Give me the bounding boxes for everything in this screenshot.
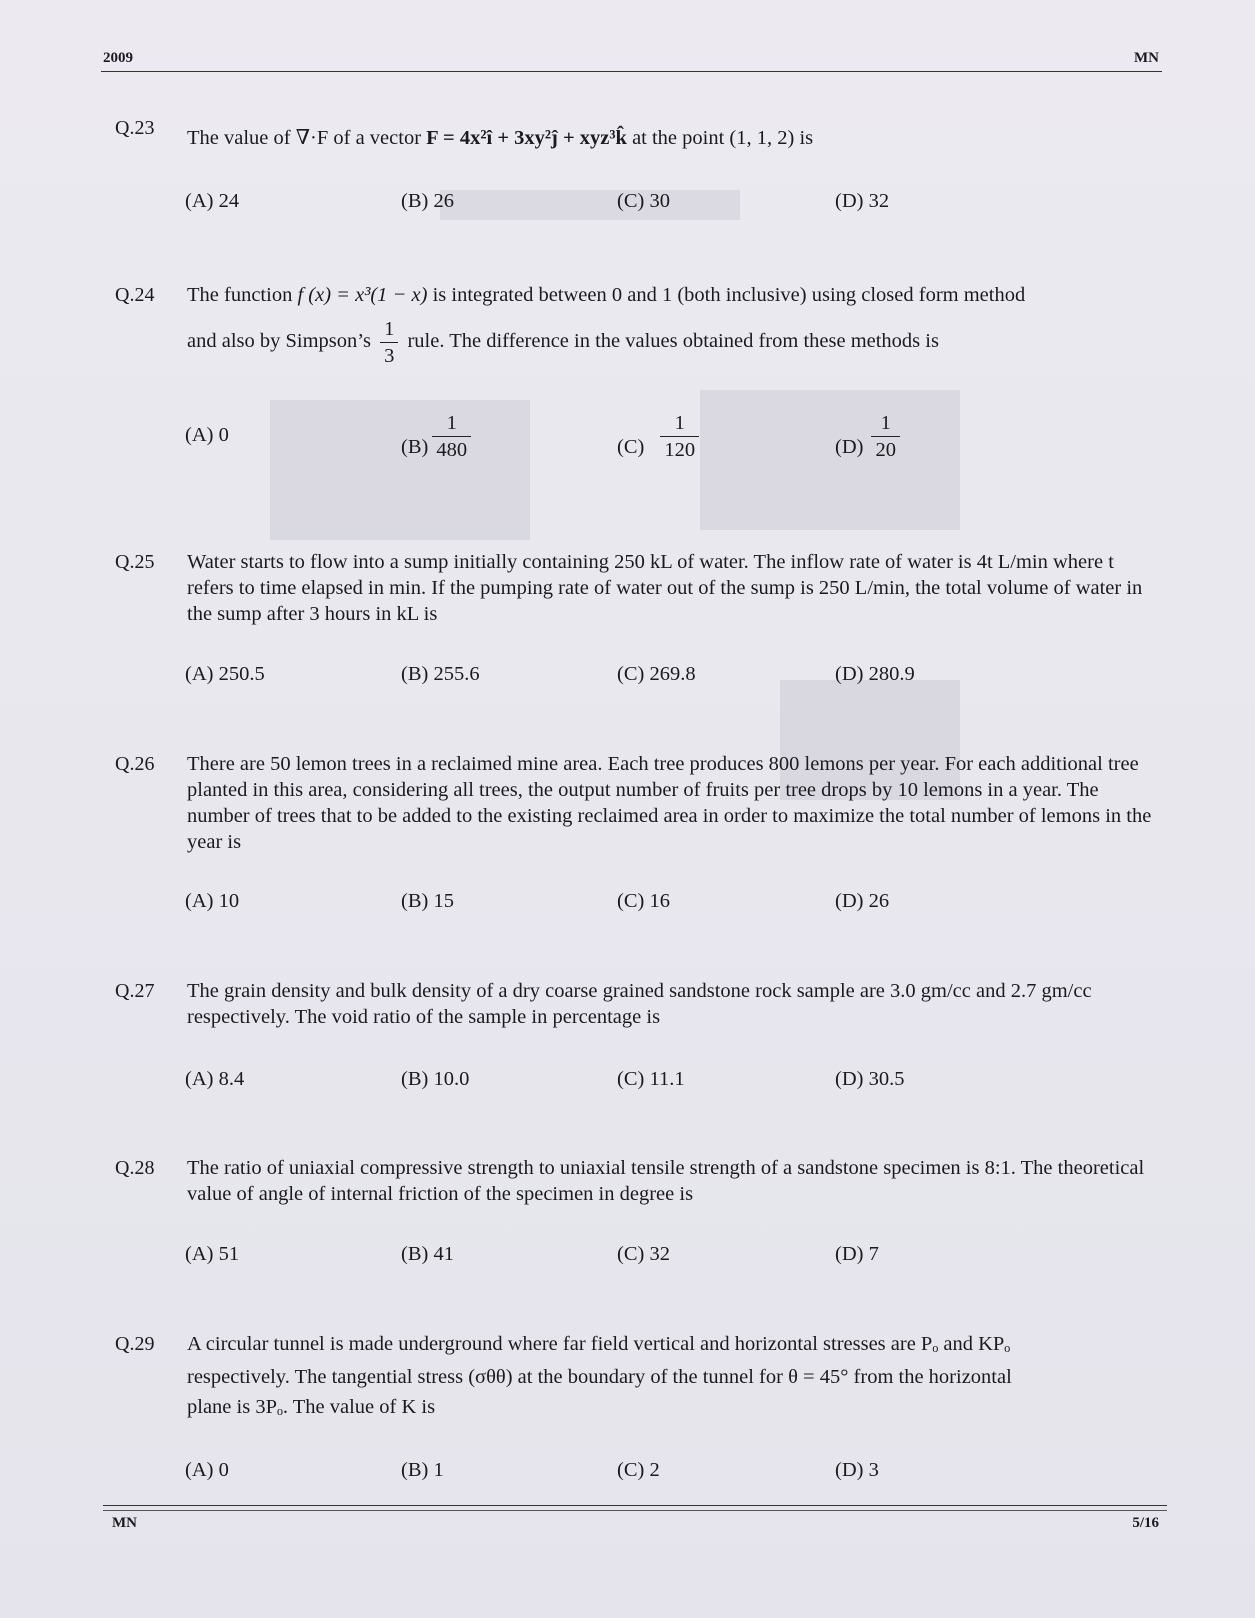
question-text-line3: plane is 3Pₒ. The value of K is <box>187 1396 436 1418</box>
question-text: The value of ∇·F of a vector F = 4x²î + 3xy²ĵ + xyz³k̂ at the point (1, 1, 2) is <box>187 127 814 149</box>
option-d[interactable]: (D) 30.5 <box>835 1068 905 1090</box>
question-number: Q.25 <box>115 551 155 573</box>
option-c[interactable]: (C) 16 <box>617 890 670 912</box>
option-b[interactable]: (B) 15 <box>401 890 454 912</box>
question-23 <box>115 115 1155 225</box>
footer-divider <box>103 1505 1167 1506</box>
question-29 <box>115 1331 1155 1481</box>
question-text: Water starts to flow into a sump initially containing 250 kL of water. The inflow rate of water is 4t L/min where t refers to time elapsed in min. If the pumping rate of water out of the sump is 250 L/min, the total volume of water in the sump after 3 hours in kL is <box>187 551 1143 625</box>
option-c[interactable]: (C) 32 <box>617 1243 670 1265</box>
question-number: Q.26 <box>115 753 155 775</box>
option-c[interactable]: (C) 30 <box>617 190 670 212</box>
option-a[interactable]: (A) 0 <box>185 1459 229 1481</box>
option-a[interactable]: (A) 250.5 <box>185 663 265 685</box>
question-text-line2: respectively. The tangential stress (σθθ) at the boundary of the tunnel for θ = 45° from the horizontal <box>187 1366 1012 1388</box>
option-b[interactable]: (B) $\frac{1}{480}$ <box>401 410 475 463</box>
question-number: Q.29 <box>115 1333 155 1355</box>
option-a[interactable]: (A) 24 <box>185 190 240 212</box>
question-25 <box>115 549 1155 689</box>
option-d[interactable]: (D) 3 <box>835 1459 879 1481</box>
question-text: The function f (x) = x³(1 − x) is integrated between 0 and 1 (both inclusive) using closed form method <box>187 284 1026 306</box>
option-b[interactable]: (B) 26 <box>401 190 454 212</box>
fraction-one-third: $\frac{1}{3}$ <box>380 316 398 369</box>
question-number: Q.24 <box>115 284 155 306</box>
option-c[interactable]: (C) 11.1 <box>617 1068 685 1090</box>
option-b[interactable]: (B) 41 <box>401 1243 454 1265</box>
question-27 <box>115 978 1155 1088</box>
option-d[interactable]: (D) 280.9 <box>835 663 915 685</box>
vector-formula: F = 4x²î + 3xy²ĵ + xyz³k̂ <box>426 127 627 149</box>
question-text: There are 50 lemon trees in a reclaimed mine area. Each tree produces 800 lemons per year. For each additional tree planted in this area, considering all trees, the output number of fruits per tree drops by 10 lemons in a year. The number of trees that to be added to the existing reclaimed area in order to maximize the total number of lemons in the year is <box>187 753 1152 853</box>
question-28 <box>115 1155 1155 1265</box>
footer-paper-code: MN <box>112 1515 137 1531</box>
option-a[interactable]: (A) 10 <box>185 890 240 912</box>
option-b[interactable]: (B) 255.6 <box>401 663 480 685</box>
option-d[interactable]: (D) 26 <box>835 890 890 912</box>
header-paper-code: MN <box>1134 50 1159 66</box>
option-a[interactable]: (A) 0 <box>185 424 229 446</box>
function-formula: f (x) = x³(1 − x) <box>297 284 428 306</box>
option-d[interactable]: (D) $\frac{1}{20}$ <box>835 410 904 463</box>
header-divider <box>101 71 1162 72</box>
header-year: 2009 <box>103 50 133 66</box>
option-b[interactable]: (B) 10.0 <box>401 1068 470 1090</box>
question-24 <box>115 282 1155 482</box>
option-c[interactable]: (C) 2 <box>617 1459 660 1481</box>
question-text: The ratio of uniaxial compressive strength to uniaxial tensile strength of a sandstone specimen is 8:1. The theoretical value of angle of internal friction of the specimen in degree is <box>187 1157 1145 1205</box>
footer-divider-thin <box>103 1510 1167 1511</box>
question-number: Q.27 <box>115 980 155 1002</box>
page-number: 5/16 <box>1132 1515 1159 1531</box>
option-b[interactable]: (B) 1 <box>401 1459 444 1481</box>
question-number: Q.28 <box>115 1157 155 1179</box>
question-text: The grain density and bulk density of a dry coarse grained sandstone rock sample are 3.0 gm/cc and 2.7 gm/cc respectively. The void ratio of the sample in percentage is <box>187 980 1092 1028</box>
option-a[interactable]: (A) 8.4 <box>185 1068 245 1090</box>
question-text-line2: and also by Simpson’s $\frac{1}{3}$ rule. The difference in the values obtained from these methods is <box>187 318 939 367</box>
option-d-fraction: $\frac{1}{20}$ <box>871 410 900 463</box>
option-d[interactable]: (D) 7 <box>835 1243 879 1265</box>
question-number: Q.23 <box>115 117 155 139</box>
option-d[interactable]: (D) 32 <box>835 190 890 212</box>
option-a[interactable]: (A) 51 <box>185 1243 240 1265</box>
option-c[interactable]: (C) $\frac{1}{120}$ <box>617 410 703 463</box>
option-b-fraction: $\frac{1}{480}$ <box>432 410 471 463</box>
option-c[interactable]: (C) 269.8 <box>617 663 696 685</box>
option-c-fraction: $\frac{1}{120}$ <box>660 410 699 463</box>
question-text-line1: A circular tunnel is made underground where far field vertical and horizontal stresses are Pₒ and KPₒ <box>187 1333 1011 1355</box>
question-26 <box>115 751 1155 921</box>
